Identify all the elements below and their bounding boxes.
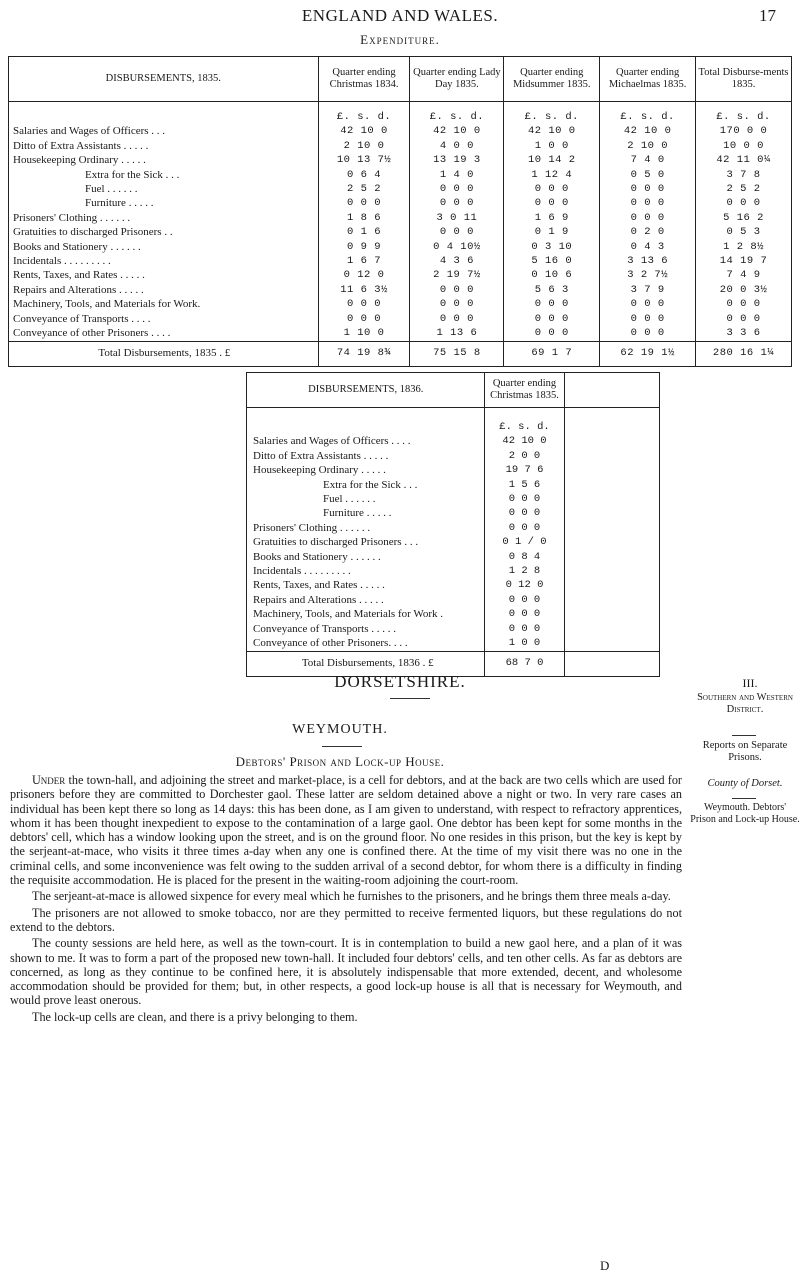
cell-value: 10 14 2 bbox=[504, 153, 600, 167]
empty-cell bbox=[564, 492, 659, 506]
cell-value: 3 0 11 bbox=[410, 211, 504, 225]
cell-value: 0 0 0 bbox=[600, 196, 696, 210]
county-heading: DORSETSHIRE. bbox=[334, 672, 466, 691]
currency-unit: £. s. d. bbox=[318, 102, 410, 125]
cell-value: 1 6 7 bbox=[318, 254, 410, 268]
row-label: Extra for the Sick . . . bbox=[9, 168, 319, 182]
cell-value: 2 10 0 bbox=[318, 139, 410, 153]
cell-value: 3 2 7½ bbox=[600, 268, 696, 282]
divider bbox=[732, 798, 756, 799]
row-label: Conveyance of Transports . . . . bbox=[9, 312, 319, 326]
row-label: Conveyance of Transports . . . . . bbox=[247, 622, 485, 636]
table-row bbox=[247, 564, 660, 578]
row-label: Gratuities to discharged Prisoners . . bbox=[9, 225, 319, 239]
table-row bbox=[247, 478, 660, 492]
table-row bbox=[9, 254, 792, 268]
disbursements-1836-table bbox=[246, 372, 660, 677]
total-label: Total Disbursements, 1836 . £ bbox=[247, 651, 485, 676]
cell-value: 0 0 0 bbox=[600, 182, 696, 196]
empty-cell bbox=[564, 449, 659, 463]
divider bbox=[390, 698, 430, 699]
table-row bbox=[247, 622, 660, 636]
cell-value: 42 10 0 bbox=[318, 124, 410, 138]
table-row bbox=[247, 636, 660, 651]
total-value: 62 19 1½ bbox=[600, 341, 696, 366]
margin-district: Southern and Western District. bbox=[697, 692, 793, 715]
margin-numeral: III. bbox=[742, 676, 758, 690]
table-header-q3: Quarter ending Midsummer 1835. bbox=[504, 57, 600, 102]
cell-value: 1 12 4 bbox=[504, 168, 600, 182]
cell-value: 19 7 6 bbox=[485, 463, 564, 477]
paragraph: The serjeant-at-mace is allowed sixpence for every meal which he furnishes to the prisoners, and he brings them three meals a-day. bbox=[32, 889, 671, 904]
cell-value: 0 0 0 bbox=[410, 182, 504, 196]
row-label: Rents, Taxes, and Rates . . . . . bbox=[9, 268, 319, 282]
cell-value: 0 1 6 bbox=[318, 225, 410, 239]
cell-value: 0 0 0 bbox=[696, 297, 792, 311]
table-row bbox=[247, 492, 660, 506]
cell-value: 0 0 0 bbox=[504, 297, 600, 311]
empty-cell bbox=[564, 535, 659, 549]
cell-value: 1 5 6 bbox=[485, 478, 564, 492]
row-label: Housekeeping Ordinary . . . . . bbox=[247, 463, 485, 477]
cell-value: 0 0 0 bbox=[504, 326, 600, 341]
disbursements-1835-table bbox=[8, 56, 792, 367]
row-label: Incidentals . . . . . . . . . bbox=[9, 254, 319, 268]
currency-unit: £. s. d. bbox=[410, 102, 504, 125]
cell-value: 42 10 0 bbox=[600, 124, 696, 138]
cell-value: 0 0 0 bbox=[318, 297, 410, 311]
divider bbox=[322, 746, 362, 747]
table-row bbox=[9, 139, 792, 153]
cell-value: 42 10 0 bbox=[485, 434, 564, 448]
cell-value: 0 12 0 bbox=[485, 578, 564, 592]
cell-value: 14 19 7 bbox=[696, 254, 792, 268]
table-header-title: DISBURSEMENTS, 1835. bbox=[9, 57, 319, 102]
row-label: Incidentals . . . . . . . . . bbox=[247, 564, 485, 578]
empty-cell bbox=[564, 607, 659, 621]
table-row bbox=[9, 211, 792, 225]
row-label: Salaries and Wages of Officers . . . bbox=[9, 124, 319, 138]
table-row bbox=[247, 434, 660, 448]
paragraph: The county sessions are held here, as well as the town-court. It is in contemplation to build a new gaol here, and a plan of it was shown to me. It was to form a part of the proposed new town-hall. It included four debtors' cells, and ten other cells. As far as debtors are concerned, as long as they continue to be confined here, it is absolutely indispensable that more extended, decent, and wholesome accommodation should be provided for them; but, in other respects, a good lock-up house is all that is necessary for Weymouth, and would prove least onerous. bbox=[10, 936, 682, 1008]
cell-value: 5 16 0 bbox=[504, 254, 600, 268]
cell-value: 3 3 6 bbox=[696, 326, 792, 341]
cell-value: 3 13 6 bbox=[600, 254, 696, 268]
cell-value: 0 0 0 bbox=[485, 521, 564, 535]
table-header-title: DISBURSEMENTS, 1836. bbox=[247, 373, 485, 408]
total-value: 280 16 1¼ bbox=[696, 341, 792, 366]
row-label: Machinery, Tools, and Materials for Work . bbox=[247, 607, 485, 621]
cell-value: 2 5 2 bbox=[318, 182, 410, 196]
row-label: Ditto of Extra Assistants . . . . . bbox=[9, 139, 319, 153]
cell-value: 7 4 0 bbox=[600, 153, 696, 167]
cell-value: 11 6 3½ bbox=[318, 283, 410, 297]
total-row bbox=[9, 341, 792, 366]
cell-value: 0 5 3 bbox=[696, 225, 792, 239]
table-row bbox=[9, 297, 792, 311]
cell-value: 5 16 2 bbox=[696, 211, 792, 225]
cell-value: 0 10 6 bbox=[504, 268, 600, 282]
empty-cell bbox=[564, 550, 659, 564]
cell-value: 0 4 3 bbox=[600, 240, 696, 254]
paragraph bbox=[10, 773, 682, 887]
cell-value: 0 0 0 bbox=[410, 297, 504, 311]
cell-value: 1 0 0 bbox=[504, 139, 600, 153]
table-row bbox=[247, 449, 660, 463]
row-label: Furniture . . . . . bbox=[9, 196, 319, 210]
cell-value: 7 4 9 bbox=[696, 268, 792, 282]
row-label: Housekeeping Ordinary . . . . . bbox=[9, 153, 319, 167]
cell-value: 0 0 0 bbox=[410, 225, 504, 239]
page-number: 17 bbox=[759, 6, 776, 25]
table-row bbox=[9, 283, 792, 297]
cell-value: 2 10 0 bbox=[600, 139, 696, 153]
cell-value: 0 0 0 bbox=[504, 182, 600, 196]
table-row bbox=[247, 521, 660, 535]
table-row bbox=[247, 506, 660, 520]
empty-cell bbox=[564, 506, 659, 520]
cell-value: 0 0 0 bbox=[600, 211, 696, 225]
empty-cell bbox=[564, 478, 659, 492]
row-label: Fuel . . . . . . bbox=[9, 182, 319, 196]
cell-value: 0 0 0 bbox=[485, 622, 564, 636]
cell-value: 0 0 0 bbox=[410, 312, 504, 326]
row-label: Extra for the Sick . . . bbox=[247, 478, 485, 492]
total-label: Total Disbursements, 1835 . £ bbox=[9, 341, 319, 366]
margin-reports: Reports on Separate Prisons. bbox=[702, 740, 788, 763]
table-row bbox=[9, 124, 792, 138]
table-row bbox=[247, 607, 660, 621]
row-label: Machinery, Tools, and Materials for Work. bbox=[9, 297, 319, 311]
cell-value: 3 7 8 bbox=[696, 168, 792, 182]
row-label: Repairs and Alterations . . . . . bbox=[247, 593, 485, 607]
cell-value: 0 0 0 bbox=[696, 196, 792, 210]
paragraph: The lock-up cells are clean, and there is a privy belonging to them. bbox=[32, 1009, 358, 1024]
row-label: Books and Stationery . . . . . . bbox=[9, 240, 319, 254]
row-label: Conveyance of other Prisoners. . . . bbox=[247, 636, 485, 651]
table-row bbox=[9, 326, 792, 341]
cell-value: 3 7 9 bbox=[600, 283, 696, 297]
cell-value: 0 1 / 0 bbox=[485, 535, 564, 549]
cell-value: 42 10 0 bbox=[504, 124, 600, 138]
cell-value: 0 0 0 bbox=[600, 297, 696, 311]
row-label: Prisoners' Clothing . . . . . . bbox=[9, 211, 319, 225]
cell-value: 0 1 9 bbox=[504, 225, 600, 239]
cell-value: 0 6 4 bbox=[318, 168, 410, 182]
cell-value: 1 8 6 bbox=[318, 211, 410, 225]
cell-value: 0 0 0 bbox=[485, 492, 564, 506]
empty-cell bbox=[564, 434, 659, 448]
table-row bbox=[247, 550, 660, 564]
cell-value: 0 0 0 bbox=[410, 196, 504, 210]
lead-word: Under bbox=[32, 773, 66, 787]
cell-value: 0 0 0 bbox=[504, 312, 600, 326]
currency-unit: £. s. d. bbox=[696, 102, 792, 125]
cell-value: 1 13 6 bbox=[410, 326, 504, 341]
row-label: Repairs and Alterations . . . . . bbox=[9, 283, 319, 297]
cell-value: 0 4 10½ bbox=[410, 240, 504, 254]
row-label: Fuel . . . . . . bbox=[247, 492, 485, 506]
cell-value: 0 0 0 bbox=[485, 506, 564, 520]
cell-value: 0 0 0 bbox=[318, 196, 410, 210]
cell-value: 0 8 4 bbox=[485, 550, 564, 564]
cell-value: 0 2 0 bbox=[600, 225, 696, 239]
row-label: Furniture . . . . . bbox=[247, 506, 485, 520]
cell-value: 2 0 0 bbox=[485, 449, 564, 463]
cell-value: 0 5 0 bbox=[600, 168, 696, 182]
total-value: 69 1 7 bbox=[504, 341, 600, 366]
cell-value: 2 5 2 bbox=[696, 182, 792, 196]
cell-value: 1 10 0 bbox=[318, 326, 410, 341]
cell-value: 170 0 0 bbox=[696, 124, 792, 138]
table-row bbox=[247, 463, 660, 477]
cell-value: 10 0 0 bbox=[696, 139, 792, 153]
empty-cell bbox=[564, 463, 659, 477]
empty-cell bbox=[564, 593, 659, 607]
row-label: Conveyance of other Prisoners . . . . bbox=[9, 326, 319, 341]
cell-value: 42 10 0 bbox=[410, 124, 504, 138]
total-value: 74 19 8¾ bbox=[318, 341, 410, 366]
cell-value: 0 12 0 bbox=[318, 268, 410, 282]
divider bbox=[732, 735, 756, 736]
table-row bbox=[247, 593, 660, 607]
body-text bbox=[10, 773, 682, 1026]
currency-row bbox=[9, 102, 792, 125]
cell-value: 0 0 0 bbox=[696, 312, 792, 326]
cell-value: 5 6 3 bbox=[504, 283, 600, 297]
cell-value: 0 0 0 bbox=[318, 312, 410, 326]
table-row bbox=[247, 535, 660, 549]
cell-value: 0 0 0 bbox=[600, 326, 696, 341]
table-row bbox=[9, 240, 792, 254]
currency-row bbox=[247, 408, 660, 435]
cell-value: 0 0 0 bbox=[600, 312, 696, 326]
cell-value: 1 4 0 bbox=[410, 168, 504, 182]
cell-value: 0 0 0 bbox=[485, 593, 564, 607]
row-label: Salaries and Wages of Officers . . . . bbox=[247, 434, 485, 448]
cell-value: 1 0 0 bbox=[485, 636, 564, 651]
empty-cell bbox=[564, 564, 659, 578]
currency-unit: £. s. d. bbox=[485, 408, 564, 435]
empty-cell bbox=[564, 521, 659, 535]
prison-subtitle: Debtors' Prison and Lock-up House. bbox=[235, 754, 445, 769]
row-label: Gratuities to discharged Prisoners . . . bbox=[247, 535, 485, 549]
running-head: ENGLAND AND WALES. bbox=[301, 6, 499, 25]
table-row bbox=[247, 578, 660, 592]
table-row bbox=[9, 312, 792, 326]
row-label: Ditto of Extra Assistants . . . . . bbox=[247, 449, 485, 463]
table-header-empty bbox=[564, 373, 659, 408]
table-row bbox=[9, 225, 792, 239]
cell-value: 0 9 9 bbox=[318, 240, 410, 254]
table-header-q2: Quarter ending Lady Day 1835. bbox=[410, 57, 504, 102]
currency-unit: £. s. d. bbox=[600, 102, 696, 125]
margin-county: County of Dorset. bbox=[707, 778, 783, 789]
cell-value: 4 3 6 bbox=[410, 254, 504, 268]
cell-value: 20 0 3½ bbox=[696, 283, 792, 297]
table-header-q4: Quarter ending Michaelmas 1835. bbox=[600, 57, 696, 102]
paragraph: The prisoners are not allowed to smoke tobacco, nor are they permitted to receive fermented liquors, but these regulations do not extend to the debtors. bbox=[10, 905, 682, 934]
empty-cell bbox=[564, 622, 659, 636]
paragraph-text: the town-hall, and adjoining the street and market-place, is a cell for debtors, and at the back are two cells which are used for prisoners before they are committed to Dorchester gaol. These latter are seldom detained above a night or two. In very rare cases an individual has been kept there so long as 14 days: this has been done, as I am given to understand, with respect to refractory apprentices, whom it has been thought inexpedient to expose to the contamination of a large gaol. One debtor has been kept for some months in the debtors' cell, which has a window looking upon the street, and is on the ground floor. No one resides in this prison, but the key is kept by the serjeant-at-mace, who visits it three times a-day when any one is confined there. At the time of my visit there was no one in the criminal cells, and some inconvenience was felt owing to the sudden arrival of a second debtor, for whom there is a difficulty in finding the requisite accommodation. He is placed for the present in the waiting-room adjoining the court-room. bbox=[10, 773, 682, 888]
cell-value: 4 0 0 bbox=[410, 139, 504, 153]
cell-value: 42 11 0¼ bbox=[696, 153, 792, 167]
cell-value: 1 2 8 bbox=[485, 564, 564, 578]
total-value: 68 7 0 bbox=[485, 651, 564, 676]
table-header-total: Total Disburse-ments 1835. bbox=[696, 57, 792, 102]
cell-value: 2 19 7½ bbox=[410, 268, 504, 282]
cell-value: 0 0 0 bbox=[504, 196, 600, 210]
table-row bbox=[9, 182, 792, 196]
cell-value: 10 13 7½ bbox=[318, 153, 410, 167]
empty-cell bbox=[564, 578, 659, 592]
cell-value: 1 6 9 bbox=[504, 211, 600, 225]
empty-cell bbox=[564, 636, 659, 651]
table-header-q1: Quarter ending Christmas 1834. bbox=[318, 57, 410, 102]
signature-mark: D bbox=[600, 1258, 610, 1273]
cell-value: 1 2 8½ bbox=[696, 240, 792, 254]
row-label: Rents, Taxes, and Rates . . . . . bbox=[247, 578, 485, 592]
row-label: Books and Stationery . . . . . . bbox=[247, 550, 485, 564]
table-row bbox=[9, 268, 792, 282]
table-row bbox=[9, 168, 792, 182]
cell-value: 13 19 3 bbox=[410, 153, 504, 167]
cell-value: 0 0 0 bbox=[410, 283, 504, 297]
table-row bbox=[9, 196, 792, 210]
town-heading: WEYMOUTH. bbox=[292, 722, 388, 737]
table-row bbox=[9, 153, 792, 167]
margin-place: Weymouth. Debtors' Prison and Lock-up House. bbox=[690, 802, 800, 825]
total-value: 75 15 8 bbox=[410, 341, 504, 366]
section-title: Expenditure. bbox=[360, 32, 440, 47]
currency-unit: £. s. d. bbox=[504, 102, 600, 125]
cell-value: 0 0 0 bbox=[485, 607, 564, 621]
cell-value: 0 3 10 bbox=[504, 240, 600, 254]
table-header-q1: Quarter ending Christmas 1835. bbox=[485, 373, 564, 408]
row-label: Prisoners' Clothing . . . . . . bbox=[247, 521, 485, 535]
